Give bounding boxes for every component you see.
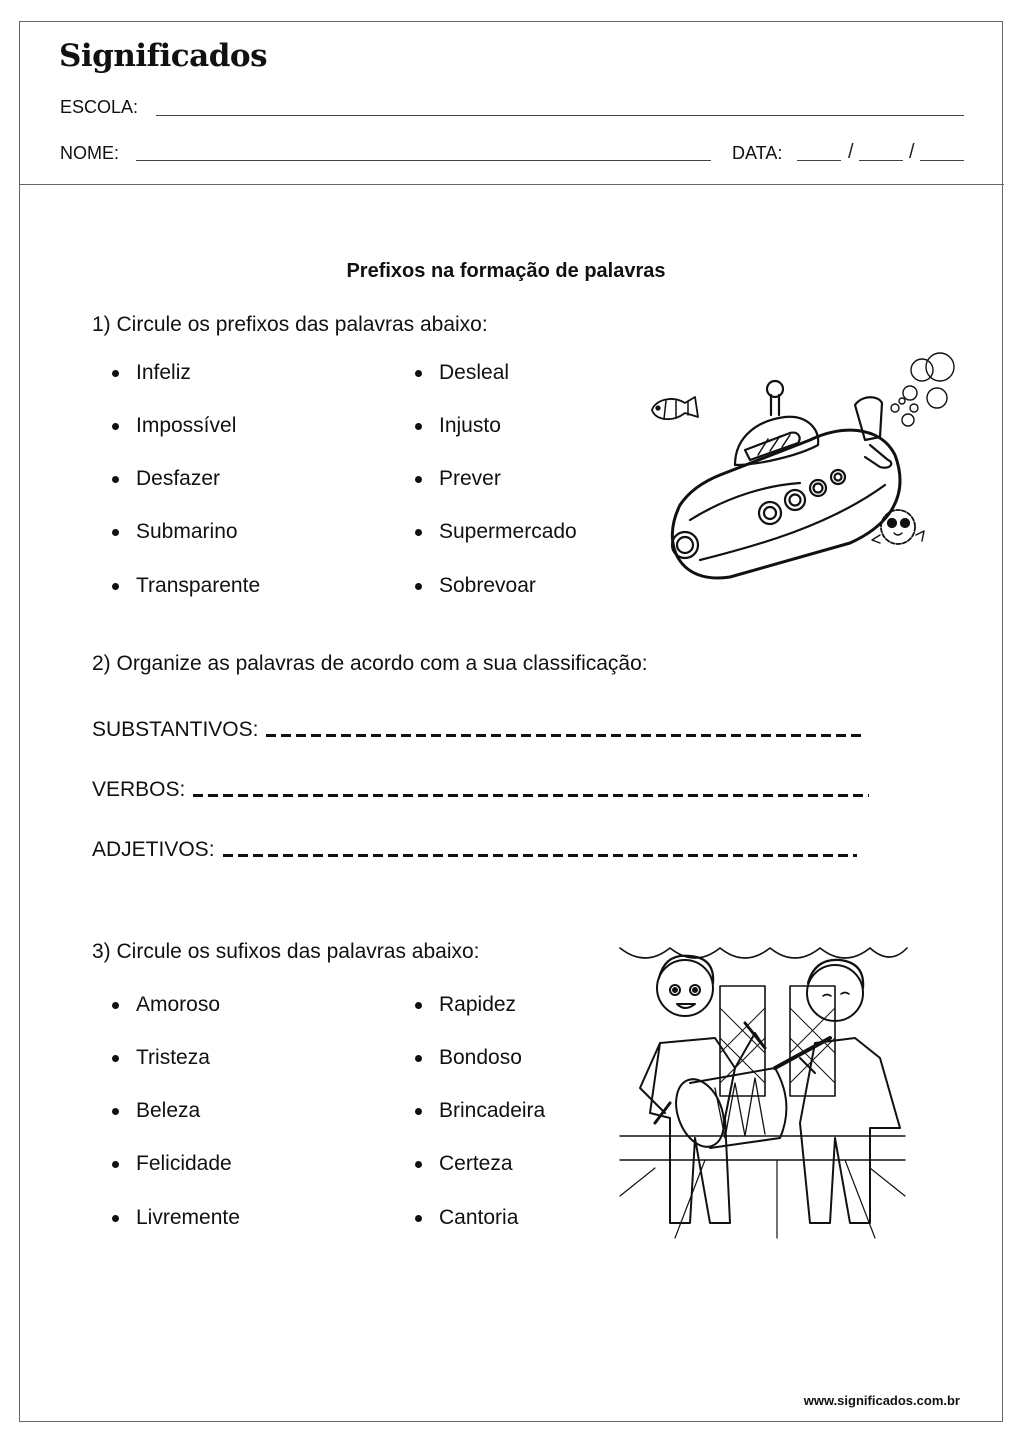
verbs-label: VERBOS: <box>92 778 186 801</box>
name-field[interactable] <box>136 160 711 161</box>
word-item[interactable]: Injusto <box>415 414 501 438</box>
bullet-icon <box>415 1055 422 1062</box>
verbs-row <box>92 778 869 802</box>
header-divider <box>19 184 1004 185</box>
word-item[interactable]: Sobrevoar <box>415 574 536 598</box>
adjectives-label: ADJETIVOS: <box>92 838 215 861</box>
bullet-icon <box>415 1108 422 1115</box>
bullet-icon <box>112 583 119 590</box>
word-item[interactable]: Impossível <box>112 414 236 438</box>
bullet-icon <box>112 1108 119 1115</box>
word-item[interactable]: Supermercado <box>415 520 577 544</box>
bullet-icon <box>112 476 119 483</box>
date-year-field[interactable] <box>920 160 964 161</box>
bullet-icon <box>112 1161 119 1168</box>
word-item[interactable]: Submarino <box>112 520 238 544</box>
word-item[interactable]: Amoroso <box>112 993 220 1017</box>
nouns-row <box>92 718 866 742</box>
bullet-icon <box>112 423 119 430</box>
question-1-prompt: 1) Circule os prefixos das palavras abaixo: <box>92 313 488 336</box>
word-item[interactable]: Tristeza <box>112 1046 210 1070</box>
verbs-answer-field[interactable] <box>193 794 869 797</box>
musicians-illustration <box>615 938 910 1240</box>
bullet-icon <box>415 423 422 430</box>
word-item[interactable]: Infeliz <box>112 361 191 385</box>
brand-logo: Significados <box>59 38 268 74</box>
word-item[interactable]: Livremente <box>112 1206 240 1230</box>
word-item[interactable]: Beleza <box>112 1099 200 1123</box>
bullet-icon <box>415 476 422 483</box>
bullet-icon <box>112 1215 119 1222</box>
bullet-icon <box>112 1002 119 1009</box>
worksheet-title: Prefixos na formação de palavras <box>346 260 666 282</box>
name-label: NOME: <box>60 143 120 163</box>
word-item[interactable]: Bondoso <box>415 1046 522 1070</box>
word-item[interactable]: Certeza <box>415 1152 513 1176</box>
date-month-field[interactable] <box>859 160 903 161</box>
bullet-icon <box>415 529 422 536</box>
date-separator: / <box>909 141 915 163</box>
bullet-icon <box>112 1055 119 1062</box>
bullet-icon <box>415 1002 422 1009</box>
word-item[interactable]: Desleal <box>415 361 509 385</box>
bullet-icon <box>112 370 119 377</box>
word-item[interactable]: Brincadeira <box>415 1099 545 1123</box>
bullet-icon <box>415 583 422 590</box>
submarine-illustration <box>640 345 970 595</box>
adjectives-answer-field[interactable] <box>223 854 857 857</box>
date-day-field[interactable] <box>797 160 841 161</box>
word-item[interactable]: Transparente <box>112 574 260 598</box>
word-item[interactable]: Cantoria <box>415 1206 518 1230</box>
bullet-icon <box>415 1215 422 1222</box>
word-item[interactable]: Desfazer <box>112 467 220 491</box>
word-item[interactable]: Felicidade <box>112 1152 232 1176</box>
footer-url: www.significados.com.br <box>803 1393 960 1408</box>
school-label: ESCOLA: <box>60 97 139 117</box>
date-label: DATA: <box>732 143 783 163</box>
question-2-prompt: 2) Organize as palavras de acordo com a sua classificação: <box>92 652 648 675</box>
question-3-prompt: 3) Circule os sufixos das palavras abaixo: <box>92 940 480 963</box>
bullet-icon <box>415 1161 422 1168</box>
bullet-icon <box>112 529 119 536</box>
bullet-icon <box>415 370 422 377</box>
adjectives-row <box>92 838 857 862</box>
nouns-label: SUBSTANTIVOS: <box>92 718 259 741</box>
date-separator: / <box>848 141 854 163</box>
nouns-answer-field[interactable] <box>266 734 866 737</box>
word-item[interactable]: Rapidez <box>415 993 516 1017</box>
school-field[interactable] <box>156 115 964 116</box>
word-item[interactable]: Prever <box>415 467 501 491</box>
